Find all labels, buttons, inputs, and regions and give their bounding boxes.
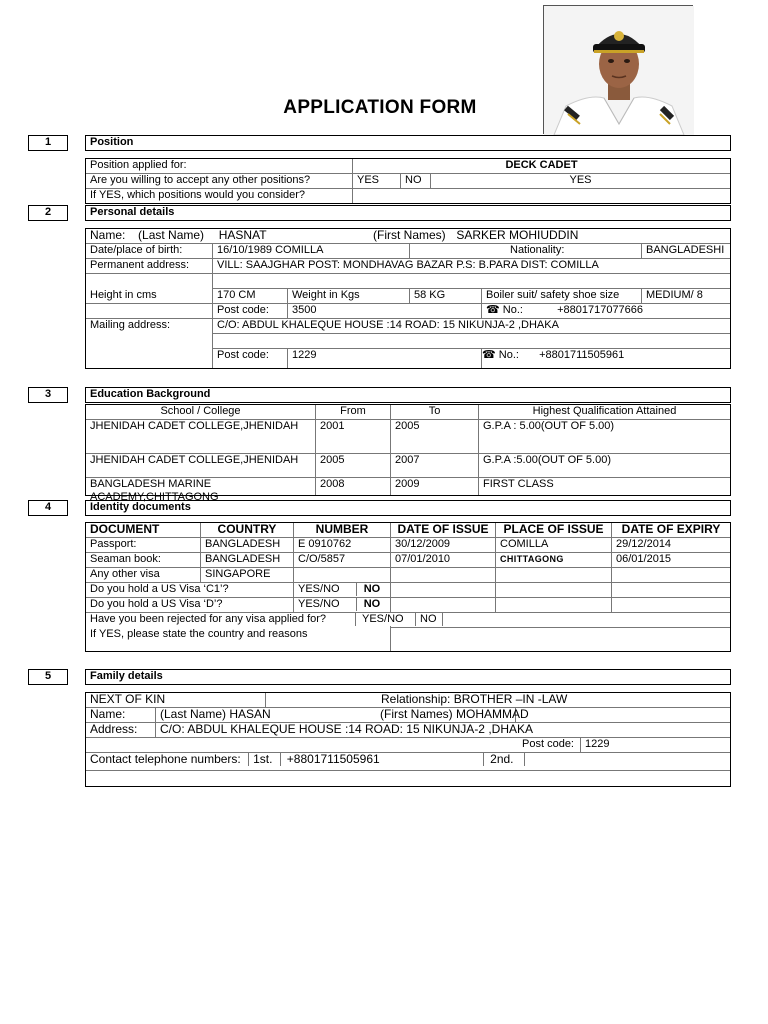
seaman-book-issue[interactable]: 07/01/2010 [391, 553, 496, 568]
other-visa-expiry[interactable] [612, 568, 731, 583]
postcode-label: Post code: [213, 304, 288, 319]
next-of-kin-label: NEXT OF KIN [86, 693, 266, 708]
section-number-1: 1 [28, 135, 68, 151]
height-value[interactable]: 170 CM [213, 289, 288, 304]
other-positions-label: Are you willing to accept any other positions? [86, 174, 353, 189]
kin-address-label: Address: [86, 723, 156, 738]
visa-rejected-cell [362, 613, 731, 628]
boiler-label: Boiler suit/ safety shoe size [482, 289, 642, 304]
edu-row-2-from[interactable]: 2005 [316, 454, 391, 478]
visa-rejected-answer[interactable]: NO [415, 613, 443, 626]
edu-row-3-from[interactable]: 2008 [316, 478, 391, 496]
seaman-book-number[interactable]: C/O/5857 [294, 553, 391, 568]
edu-row-1-to[interactable]: 2005 [391, 420, 479, 454]
section-number-5: 5 [28, 669, 68, 685]
edu-row-1-school[interactable]: JHENIDAH CADET COLLEGE,JHENIDAH [86, 420, 316, 454]
first-names-label: (First Names) [373, 228, 446, 242]
contact-label: Contact telephone numbers: [90, 752, 241, 766]
seaman-book-expiry[interactable]: 06/01/2015 [612, 553, 731, 568]
postcode-value[interactable]: 3500 [288, 304, 482, 319]
section-number-3: 3 [28, 387, 68, 403]
name-label: Name: [90, 228, 126, 242]
edu-header-qualification: Highest Qualification Attained [479, 405, 731, 420]
section-header-education: Education Background [85, 387, 731, 403]
mail-phone-cell [482, 349, 731, 369]
kin-postcode-label: Post code: [516, 738, 581, 753]
perm-address-label: Permanent address: [86, 259, 213, 274]
perm-address-line2[interactable] [213, 274, 731, 289]
kin-first-names[interactable]: (First Names) MOHAMMAD [376, 708, 591, 723]
other-visa-country[interactable]: SINGAPORE [201, 568, 294, 583]
mail-phone-value[interactable]: +8801711505961 [539, 349, 625, 361]
section-number-2: 2 [28, 205, 68, 221]
edu-header-school: School / College [86, 405, 316, 420]
boiler-value[interactable]: MEDIUM/ 8 [642, 289, 731, 304]
nationality-value[interactable]: BANGLADESHI [642, 244, 731, 259]
phone-value[interactable]: +8801717077666 [557, 304, 644, 316]
contact-row [86, 753, 731, 771]
family-blank-row[interactable] [86, 771, 731, 787]
passport-issue[interactable]: 30/12/2009 [391, 538, 496, 553]
edu-row-3-to[interactable]: 2009 [391, 478, 479, 496]
visa-c1-answer[interactable]: NO [363, 583, 381, 595]
passport-country[interactable]: BANGLADESH [201, 538, 294, 553]
other-positions-yes[interactable]: YES [353, 174, 401, 189]
other-visa-number[interactable] [294, 568, 391, 583]
mail-postcode-label: Post code: [213, 349, 288, 369]
section-header-personal: Personal details [85, 205, 731, 221]
section-header-identity: Identity documents [85, 500, 731, 516]
edu-row-3-school[interactable] [86, 478, 316, 503]
name-row [86, 229, 731, 244]
passport-number[interactable]: E 0910762 [294, 538, 391, 553]
other-visa-label: Any other visa [86, 568, 201, 583]
other-visa-issue[interactable] [391, 568, 496, 583]
mail-phone-label: No.: [498, 349, 519, 361]
perm-address-value[interactable]: VILL: SAAJGHAR POST: MONDHAVAG BAZAR P.S: B.PARA DIST: COMILLA [213, 259, 731, 274]
mail-address-value[interactable]: C/O: ABDUL KHALEQUE HOUSE :14 ROAD: 15 NIKUNJA-2 ,DHAKA [213, 319, 731, 334]
relationship-value[interactable]: Relationship: BROTHER –IN -LAW [266, 693, 731, 708]
visa-d-label: Do you hold a US Visa ‘D’? [86, 598, 294, 613]
phone-icon: ☎ [486, 304, 500, 316]
passport-expiry[interactable]: 29/12/2014 [612, 538, 731, 553]
other-positions-value[interactable]: YES [431, 174, 731, 189]
edu-row-2-school[interactable] [86, 454, 316, 478]
weight-value[interactable]: 58 KG [410, 289, 482, 304]
kin-postcode-value[interactable]: 1229 [581, 738, 731, 753]
other-visa-place[interactable] [496, 568, 612, 583]
edu-row-3-qualification[interactable]: FIRST CLASS [479, 478, 731, 496]
applicant-photo [543, 5, 693, 134]
visa-rejected-label: Have you been rejected for any visa applied for? [86, 613, 391, 628]
mail-address-label: Mailing address: [86, 319, 213, 334]
dob-label: Date/place of birth: [86, 244, 213, 259]
visa-d-answer[interactable]: NO [363, 598, 381, 610]
visa-c1-options[interactable]: YES/NO [298, 583, 340, 595]
personal-table [85, 228, 731, 369]
contact-first-label: 1st. [248, 753, 276, 766]
visa-rejected-options[interactable]: YES/NO [355, 613, 415, 626]
last-name-value[interactable]: HASNAT [218, 228, 267, 242]
edu-row-3-school-text[interactable]: BANGLADESH MARINE ACADEMY,CHITTAGONG [90, 478, 219, 503]
phone-cell [482, 304, 731, 319]
seaman-book-country[interactable]: BANGLADESH [201, 553, 294, 568]
edu-header-from: From [316, 405, 391, 420]
seaman-book-place[interactable]: CHITTAGONG [496, 553, 612, 568]
visa-c1-label: Do you hold a US Visa ‘C1’? [86, 583, 294, 598]
edu-row-1-qualification[interactable]: G.P.A : 5.00(OUT OF 5.00) [479, 420, 731, 454]
dob-value[interactable]: 16/10/1989 COMILLA [213, 244, 410, 259]
edu-row-2-school-text[interactable]: JHENIDAH CADET COLLEGE,JHENIDAH [90, 454, 299, 466]
family-table [85, 692, 731, 787]
visa-c1-cell [294, 583, 391, 598]
section-header-position: Position [85, 135, 731, 151]
visa-country-value[interactable] [391, 628, 731, 652]
kin-last-name[interactable]: (Last Name) HASAN [156, 708, 516, 723]
id-header-date-issue: DATE OF ISSUE [391, 523, 496, 538]
visa-country-label: If YES, please state the country and reasons [86, 628, 391, 652]
cadet-portrait-icon [544, 6, 694, 135]
which-positions-value[interactable] [353, 189, 731, 204]
last-name-label: (Last Name) [138, 228, 205, 242]
form-title: APPLICATION FORM [283, 97, 477, 118]
weight-label: Weight in Kgs [288, 289, 410, 304]
passport-label: Passport: [86, 538, 201, 553]
edu-header-to: To [391, 405, 479, 420]
nationality-label: Nationality: [410, 244, 642, 259]
id-header-document: DOCUMENT [86, 523, 201, 538]
id-header-country: COUNTRY [201, 523, 294, 538]
visa-d-cell [294, 598, 391, 613]
section-number-4: 4 [28, 500, 68, 516]
mail-phone-icon: ☎ [482, 349, 496, 361]
section-header-family: Family details [85, 669, 731, 685]
mail-postcode-value[interactable]: 1229 [288, 349, 482, 369]
which-positions-label: If YES, which positions would you consider? [86, 189, 353, 204]
seaman-book-label: Seaman book: [86, 553, 201, 568]
contact-first-value[interactable]: +8801711505961 [280, 753, 480, 766]
mail-address-line2[interactable] [213, 334, 731, 349]
identity-table [85, 522, 731, 652]
edu-row-2-qualification[interactable]: G.P.A :5.00(OUT OF 5.00) [479, 454, 731, 478]
visa-d-options[interactable]: YES/NO [298, 598, 340, 610]
id-header-place-issue: PLACE OF ISSUE [496, 523, 612, 538]
other-positions-no[interactable]: NO [401, 174, 431, 189]
position-applied-value[interactable]: DECK CADET [353, 159, 731, 174]
edu-row-2-to[interactable]: 2007 [391, 454, 479, 478]
kin-address-value[interactable]: C/O: ABDUL KHALEQUE HOUSE :14 ROAD: 15 NIKUNJA-2 ,DHAKA [156, 723, 731, 738]
kin-name-label: Name: [86, 708, 156, 723]
height-label: Height in cms [86, 289, 213, 304]
passport-place[interactable]: COMILLA [496, 538, 612, 553]
first-names-value[interactable]: SARKER MOHIUDDIN [456, 228, 579, 242]
id-header-date-expiry: DATE OF EXPIRY [612, 523, 731, 538]
position-table [85, 158, 731, 204]
edu-row-1-from[interactable]: 2001 [316, 420, 391, 454]
contact-second-label: 2nd. [483, 753, 525, 766]
position-applied-label: Position applied for: [86, 159, 353, 174]
education-table [85, 404, 731, 503]
id-header-number: NUMBER [294, 523, 391, 538]
phone-label: No.: [502, 304, 523, 316]
